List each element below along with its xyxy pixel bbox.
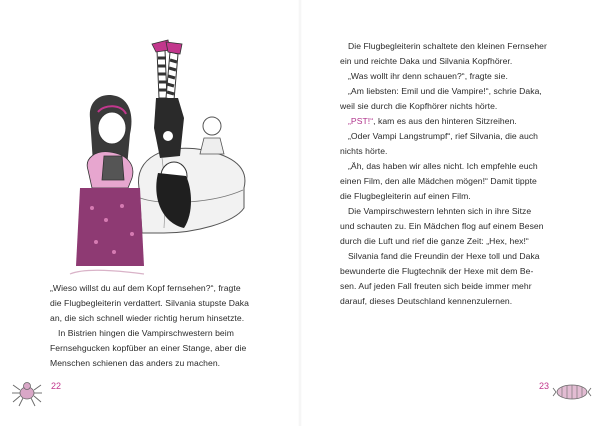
right-p6-line1: „Äh, das haben wir alles nicht. Ich empfehle euch bbox=[348, 161, 538, 171]
right-p3-line2: weil sie durch die Kopfhörer nichts hörte. bbox=[340, 101, 498, 111]
right-p1-line2: ein und reichte Daka und Silvania Kopfhörer. bbox=[340, 56, 513, 66]
illustration-vampire-sisters bbox=[44, 38, 256, 278]
left-p2-line3: Menschen schienen das anders zu machen. bbox=[50, 358, 221, 368]
right-p4-line1: „PST!“, kam es aus den hinteren Sitzreihen. bbox=[348, 116, 517, 126]
right-p1-line1: Die Flugbegleiterin schaltete den kleinen Fernseher bbox=[348, 41, 547, 51]
right-p5-line2: nichts hörte. bbox=[340, 146, 388, 156]
right-p7-line2: und schauten zu. Ein Mädchen flog auf einem Besen bbox=[340, 221, 544, 231]
page-number-left: 22 bbox=[51, 381, 62, 391]
page-number-right: 23 bbox=[539, 381, 550, 391]
left-p2-line2: Fernsehgucken kopfüber an einer Stange, aber die bbox=[50, 343, 247, 353]
left-p1-line3: an, die sich schnell wieder richtig herum hinsetzte. bbox=[50, 313, 245, 323]
right-p6-line2: einen Film, den alle Mädchen mögen!“ Damit tippte bbox=[340, 176, 537, 186]
right-p7-line1: Die Vampirschwestern lehnten sich in ihre Sitze bbox=[348, 206, 532, 216]
right-p3-line1: „Am liebsten: Emil und die Vampire!“, schrie Daka, bbox=[348, 86, 542, 96]
bat-cocoon-decoration-icon bbox=[552, 378, 592, 402]
right-p8-line3: sen. Auf jeden Fall freuten sich beide immer mehr bbox=[340, 281, 532, 291]
silvania-figure bbox=[70, 95, 144, 274]
right-p2-line1: „Was wollt ihr denn schauen?“, fragte sie. bbox=[348, 71, 508, 81]
right-p5-line1: „Oder Vampi Langstrumpf“, rief Silvania, die auch bbox=[348, 131, 539, 141]
right-p6-line3: die Flugbegleiterin auf einen Film. bbox=[340, 191, 471, 201]
right-body-text bbox=[340, 39, 580, 309]
daka-figure bbox=[152, 40, 191, 228]
spider-decoration-icon bbox=[10, 376, 44, 408]
right-p8-line1: Silvania fand die Freundin der Hexe toll und Daka bbox=[348, 251, 540, 261]
left-p2-line1: In Bistrien hingen die Vampirschwestern beim bbox=[58, 328, 234, 338]
right-p8-line4: darauf, dieses Deutschland kennenzulernen. bbox=[340, 296, 513, 306]
right-page bbox=[300, 0, 600, 426]
right-p8-line2: bewunderte die Flugtechnik der Hexe mit dem Be- bbox=[340, 266, 534, 276]
pst-exclamation: „PST!“ bbox=[348, 116, 374, 126]
left-p1-line1: „Wieso willst du auf dem Kopf fernsehen?“, fragte bbox=[50, 283, 241, 293]
left-p1-line2: die Flugbegleiterin verdattert. Silvania stupste Daka bbox=[50, 298, 249, 308]
right-p7-line3: durch die Luft und rief die ganze Zeit: „Hex, hex!“ bbox=[340, 236, 529, 246]
left-body-text bbox=[50, 281, 270, 371]
